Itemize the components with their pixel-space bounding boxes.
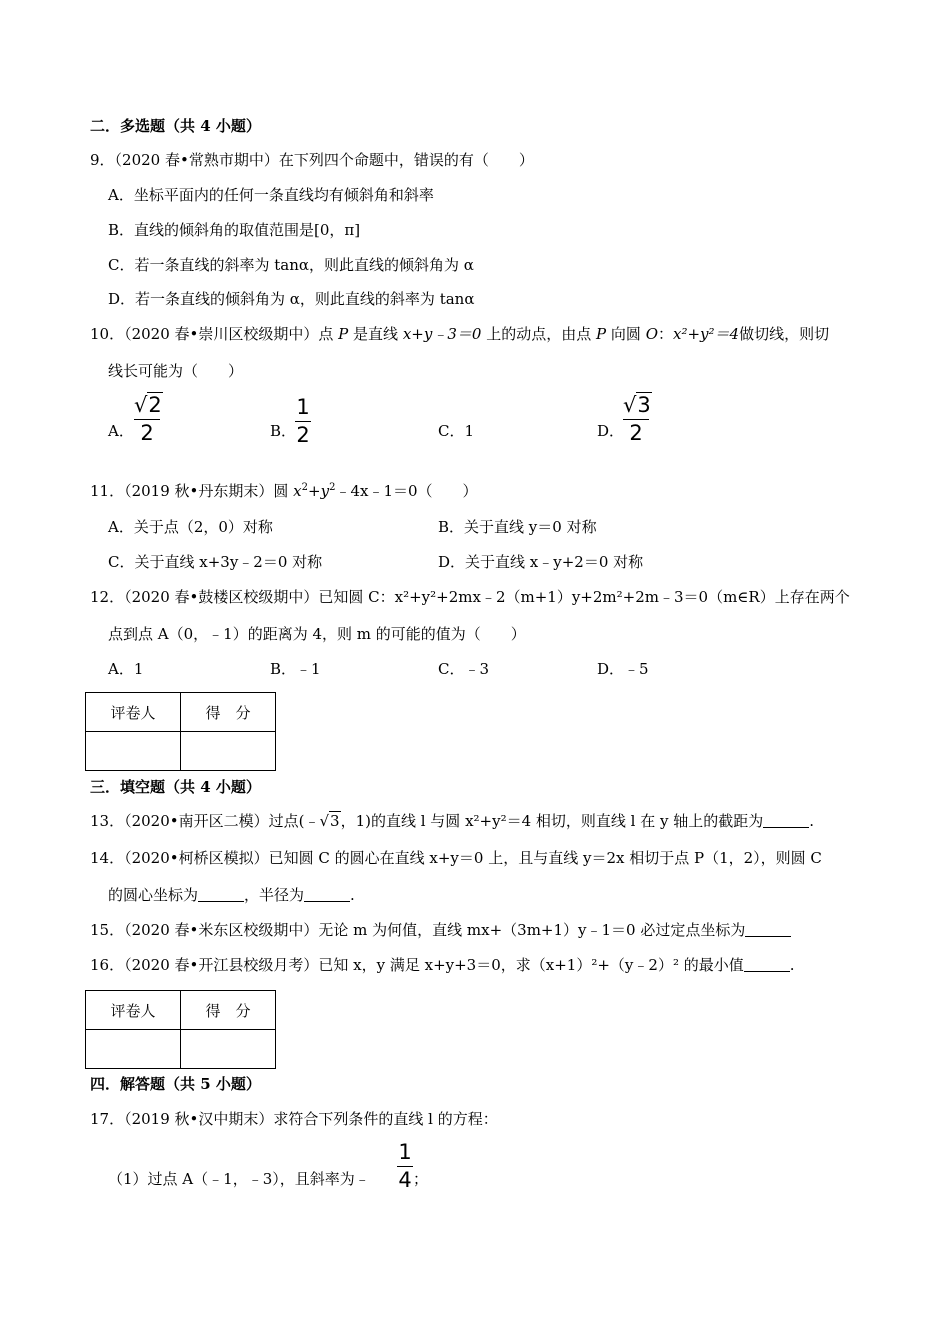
question-9-option-b: B．直线的倾斜角的取值范围是[0，π]	[108, 221, 361, 239]
question-17-slope-fraction: 1 4	[398, 1140, 412, 1192]
question-9-option-d: D．若一条直线的倾斜角为 α，则此直线的斜率为 tanα	[108, 290, 475, 308]
question-14-line1: 14．（2020•柯桥区模拟）已知圆 C 的圆心在直线 x+y＝0 上，且与直线 y＝2x 相切于点 P（1，2），则圆 C	[90, 849, 822, 867]
question-17-part-1: （1）过点 A（﹣1，﹣3），且斜率为﹣	[108, 1170, 370, 1188]
question-17-part-1-end: ；	[413, 1170, 429, 1188]
question-12-stem: 12．（2020 春•鼓楼区校级期中）已知圆 C：x²+y²+2mx﹣2（m+1）y+2m²+2m﹣3＝0（m∈R）上存在两个	[90, 588, 850, 606]
score-table-score-cell	[181, 732, 276, 771]
question-10-option-a-label: A．	[108, 422, 134, 440]
question-17-stem: 17．（2019 秋•汉中期末）求符合下列条件的直线 l 的方程：	[90, 1110, 498, 1128]
question-11-option-b: B．关于直线 y＝0 对称	[438, 518, 597, 536]
question-12-option-c: C．﹣3	[438, 660, 490, 678]
question-10-option-c: C．1	[438, 422, 475, 440]
question-15: 15．（2020 春•米东区校级期中）无论 m 为何值，直线 mx+（3m+1）y﹣1＝0 必过定点坐标为	[90, 923, 791, 938]
score-table-score-header: 得 分	[181, 991, 276, 1030]
question-10-option-d-label: D．	[597, 422, 625, 440]
score-table-reviewer-header: 评卷人	[86, 991, 181, 1030]
question-12-stem-line2: 点到点 A（0，﹣1）的距离为 4，则 m 的可能的值为（ ）	[108, 625, 526, 643]
question-9-stem: 9．（2020 春•常熟市期中）在下列四个命题中，错误的有（ ）	[90, 151, 534, 169]
question-10-stem: 10．（2020 春•崇川区校级期中）点 P 是直线 x+y﹣3＝0 上的动点，由点 P 向圆 O：x²+y²＝4做切线，则切	[90, 325, 830, 343]
score-table-reviewer-header: 评卷人	[86, 693, 181, 732]
question-14-line2: 的圆心坐标为 ，半径为 .	[108, 886, 355, 904]
question-11-option-a: A．关于点（2，0）对称	[108, 518, 273, 536]
section-title-fill-in: 三．填空题（共 4 小题）	[90, 778, 261, 796]
question-13: 13．（2020•南开区二模）过点(﹣√3，1)的直线 l 与圆 x²+y²＝4 相切，则直线 l 在 y 轴上的截距为 .	[90, 812, 815, 830]
question-16: 16．（2020 春•开江县校级月考）已知 x，y 满足 x+y+3＝0，求（x+1）²+（y﹣2）² 的最小值 .	[90, 956, 795, 974]
question-11-option-d: D．关于直线 x﹣y+2＝0 对称	[438, 553, 644, 571]
question-10-option-d-fraction: √3 2	[623, 393, 651, 445]
question-10-option-a-fraction: √2 2	[134, 393, 162, 445]
question-12-option-d: D．﹣5	[597, 660, 649, 678]
question-9-option-a: A．坐标平面内的任何一条直线均有倾斜角和斜率	[108, 186, 434, 204]
question-11-option-c: C．关于直线 x+3y﹣2＝0 对称	[108, 553, 323, 571]
score-table-1	[85, 692, 276, 771]
score-table-2	[85, 990, 276, 1069]
question-10-option-b-fraction: 1 2	[296, 395, 310, 447]
score-table-score-header: 得 分	[181, 693, 276, 732]
question-10-option-b-label: B．	[270, 422, 297, 440]
score-table-reviewer-cell	[86, 1030, 181, 1069]
question-12-option-a: A．1	[108, 660, 144, 678]
question-12-option-b: B．﹣1	[270, 660, 321, 678]
question-10-stem-line2: 线长可能为（ ）	[108, 362, 244, 380]
score-table-score-cell	[181, 1030, 276, 1069]
question-11-stem: 11．（2019 秋•丹东期末）圆 $x^2+y^2﹣4x﹣1=0$（ ）	[90, 482, 478, 500]
score-table-reviewer-cell	[86, 732, 181, 771]
section-title-multiple-choice: 二．多选题（共 4 小题）	[90, 117, 261, 135]
section-title-answer: 四．解答题（共 5 小题）	[90, 1075, 261, 1093]
question-9-option-c: C．若一条直线的斜率为 tanα，则此直线的倾斜角为 α	[108, 256, 474, 274]
